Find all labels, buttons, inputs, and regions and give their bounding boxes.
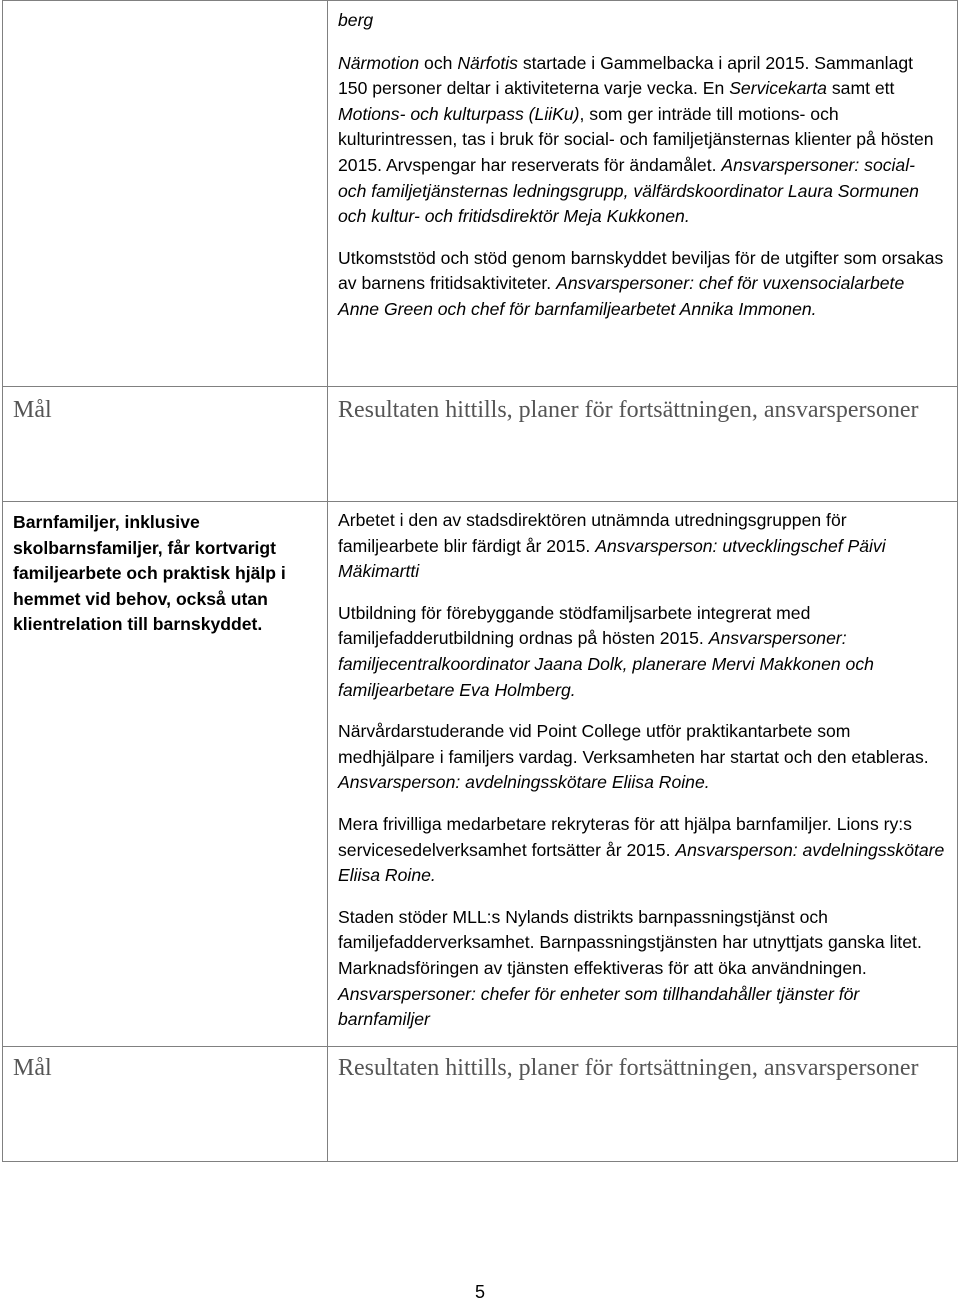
- header-goal: Mål: [3, 387, 328, 502]
- goals-table: [2, 0, 958, 1162]
- table-row-continued: [3, 1, 958, 387]
- goal-text: Barnfamiljer, inklusive skolbarnsfamiljer, får kortvarigt familjearbete och praktisk hjälp i hemmet vid behov, också utan klientrelation till barnskyddet.: [13, 512, 286, 635]
- header-results: Resultaten hittills, planer för fortsättningen, ansvarspersoner: [328, 1046, 958, 1161]
- responsible-persons: Ansvarspersoner: social- och familjetjänsternas ledningsgrupp, välfärdskoordinator Laura Sormunen och kultur- och fritidsdirektör Meja Kukkonen.: [338, 154, 919, 227]
- results-paragraph: Utbildning för förebyggande stödfamiljsarbete integrerat med familjefadderutbildning ordnas på hösten 2015. Ansvarspersoner: familjecentralkoordinator Jaana Dolk, planerare Mervi Makkonen och familjearbetare Eva Holmberg.: [338, 602, 874, 700]
- responsible-persons: Ansvarspersoner: chef för vuxensocialarbete Anne Green och chef för barnfamiljearbetet Annika Immonen.: [338, 273, 905, 319]
- results-paragraph: Närmotion och Närfotis startade i Gammelbacka i april 2015. Sammanlagt 150 personer deltar i aktiviteterna varje vecka. En Servicekarta samt ett Motions- och kulturpass (LiiKu), som ger inträde till motions- och kulturintressen, tas i bruk för social- och familjetjänsternas klienter på hösten 2015. Arvspengar har reserverats för ändamålet. Ansvarspersoner: social- och familjetjänsternas ledningsgrupp, välfärdskoordinator Laura Sormunen och kultur- och fritidsdirektör Meja Kukkonen.: [338, 52, 934, 227]
- responsible-persons: Ansvarsperson: utvecklingschef Päivi Mäkimartti: [338, 535, 886, 582]
- goal-cell-empty: [3, 1, 328, 387]
- table-header-row: [3, 387, 958, 502]
- cell-top-fragment: berg: [338, 10, 374, 30]
- results-paragraph: Arbetet i den av stadsdirektören utnämnda utredningsgruppen för familjearbete blir färdigt år 2015. Ansvarsperson: utvecklingschef Päivi Mäkimartti: [338, 510, 886, 582]
- results-cell: [328, 502, 958, 1047]
- results-cell: [328, 1, 958, 387]
- header-goal: Mål: [3, 1046, 328, 1161]
- table-row-family-work: [3, 502, 958, 1047]
- responsible-persons: Ansvarsperson: avdelningsskötare Eliisa Roine.: [338, 839, 945, 886]
- goal-cell: [3, 502, 328, 1047]
- header-results: Resultaten hittills, planer för fortsättningen, ansvarspersoner: [328, 387, 958, 502]
- responsible-persons: Ansvarsperson: avdelningsskötare Eliisa Roine.: [338, 772, 710, 793]
- results-paragraph: Närvårdarstuderande vid Point College utför praktikantarbete som medhjälpare i familjers vardag. Verksamheten har startat och den etableras. Ansvarsperson: avdelningsskötare Eliisa Roine.: [338, 721, 929, 793]
- responsible-persons: Ansvarspersoner: familjecentralkoordinator Jaana Dolk, planerare Mervi Makkonen och familjearbetare Eva Holmberg.: [338, 628, 874, 700]
- results-paragraph: Mera frivilliga medarbetare rekryteras för att hjälpa barnfamiljer. Lions ry:s servicesedelverksamhet fortsätter år 2015. Ansvarsperson: avdelningsskötare Eliisa Roine.: [338, 813, 945, 886]
- page-number: 5: [474, 1282, 485, 1302]
- table-header-row: [3, 1046, 958, 1161]
- results-paragraph: Staden stöder MLL:s Nylands distrikts barnpassningstjänst och familjefadderverksamhet. Barnpassningstjänsten har utnyttjats ganska litet. Marknadsföringen av tjänsten effektiveras för att öka användningen. Ansvarspersoner: chefer för enheter som tillhandahåller tjänster för barnfamiljer: [338, 906, 922, 1030]
- results-paragraph: Utkomststöd och stöd genom barnskyddet beviljas för de utgifter som orsakas av barnens fritidsaktiviteter. Ansvarspersoner: chef för vuxensocialarbete Anne Green och chef för barnfamiljearbetet Annika Immonen.: [338, 247, 944, 319]
- responsible-persons: Ansvarspersoner: chefer för enheter som tillhandahåller tjänster för barnfamiljer: [338, 983, 860, 1030]
